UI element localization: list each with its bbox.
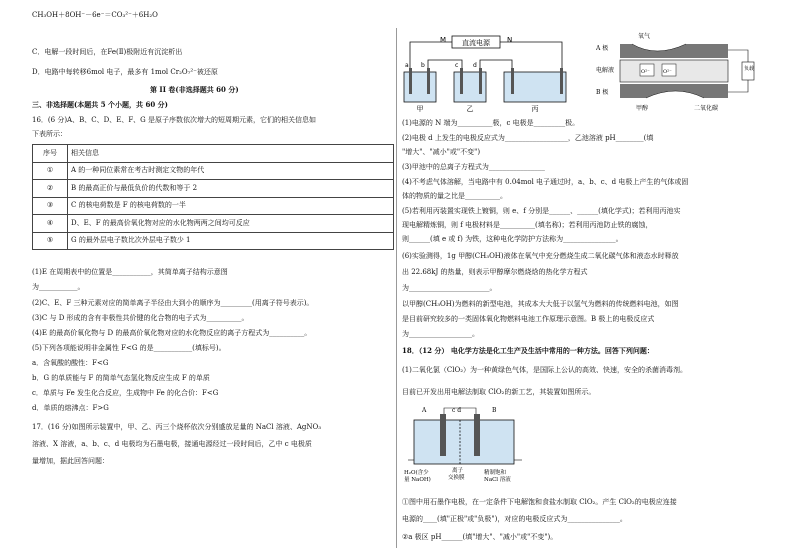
q17-part7-line2: 是目前研究较多的一类固体氧化物燃料电池工作原理示意图。B 极上的电极反应式 <box>402 315 655 323</box>
electrolysis-tank <box>414 420 514 464</box>
q16-part3: (3)C 与 D 形成的含有非极性共价键的化合物的电子式为__________。 <box>32 314 249 322</box>
electrode-b-label: b <box>421 62 425 69</box>
electrode-a-label: A 极 <box>596 45 609 52</box>
table-cell: ④ <box>33 215 68 233</box>
right-solution-label-2: NaCl 溶液 <box>484 477 511 483</box>
q16-option-b: b．G 的单质能与 F 的简单气态氢化物反应生成 F 的单质 <box>32 374 210 382</box>
terminal-m-label: M <box>440 36 447 44</box>
left-solution-label-2: 量 NaOH) <box>404 477 431 483</box>
q16-option-c: c．单质与 Fe 发生化合反应，生成物中 Fe 的化合价：F<G <box>32 389 219 397</box>
left-solution-label-1: H₂O(含少 <box>404 470 429 476</box>
table-row <box>33 197 394 215</box>
table-cell: C 的核电荷数是 F 的核电荷数的一半 <box>68 197 394 215</box>
q16-stem-line1: 16．(6 分)A、B、C、D、E、F、G 是原子序数依次增大的短周期元素，它们的相关信息如 <box>32 116 316 124</box>
q17-part6-line3: 为_______________________。 <box>402 284 497 292</box>
formula-line: CH₃OH＋8OH⁻－6e⁻＝CO₃²⁻＋6H₂O <box>32 11 158 19</box>
ion-label-2: O²⁻ <box>663 69 672 75</box>
table-row <box>33 162 394 180</box>
gas-b-label: B <box>492 407 497 414</box>
q16-part1-line1: (1)E 在周期表中的位置是___________，其简单离子结构示意图 <box>32 268 228 276</box>
methanol-label: 甲醇 <box>636 105 649 112</box>
q17-part5-line1: (5)若利用丙装置实现铁上镀铜，则 e、f 分别是______、______(填化学式)；若利用丙池实 <box>402 207 681 215</box>
q17-part7-line1: 以甲醇(CH₃OH)为燃料的新型电池，其成本大大低于以氢气为燃料的传统燃料电池，如图 <box>402 300 679 308</box>
table-row <box>33 180 394 198</box>
q17-stem-line2: 溶液、X 溶液，a、b、c、d 电极均为石墨电极，接通电源经过一段时间后，乙中 c 电极质 <box>32 440 312 448</box>
beaker-jia <box>404 72 436 102</box>
q17-part1: (1)电源的 N 端为__________极，c 电极是_________极。 <box>402 119 580 127</box>
q17-stem-line1: 17．(16 分)如图所示装置中，甲、乙、丙三个烧杯依次分别盛放足量的 NaCl 溶液、AgNO₃ <box>32 423 322 431</box>
section-heading: 三、非选择题(本题共 5 个小题，共 60 分) <box>32 100 168 109</box>
electrode-cd-labels: c d <box>452 407 462 414</box>
membrane-label-1: 离子 <box>452 468 464 474</box>
q18-part4: ②a 极区 pH______(填"增大"、"减小"或"不变")。 <box>402 533 558 541</box>
q16-part5: (5)下列各项能说明非金属性 F<G 的是___________(填标号)。 <box>32 344 226 352</box>
q17-part5-line3: 则______(填 e 或 f) 为铁，这种电化学防护方法称为_______________。 <box>402 235 623 243</box>
load-label: 负载 <box>744 66 755 72</box>
option-d: D．电路中每转移6mol 电子，最多有 1mol Cr₂O₇²⁻被还原 <box>32 68 218 76</box>
beaker-yi-label: 乙 <box>466 105 474 113</box>
q17-part2-line2: "增大"、"减小"或"不变") <box>402 148 481 156</box>
q16-option-d: d．单质的熔沸点：F>G <box>32 404 109 412</box>
table-cell: D、E、F 的最高价氧化物对应的水化物两两之间均可反应 <box>68 215 394 233</box>
electrode-a-label: a <box>405 62 409 69</box>
beaker-jia-label: 甲 <box>416 105 424 113</box>
q17-part4-line1: (4)不考虑气体溶解，当电路中有 0.04mol 电子通过时，a、b、c、d 电极上产生的气体或固 <box>402 178 689 186</box>
table-row <box>33 215 394 233</box>
q17-part2-line1: (2)电极 d 上发生的电极反应式为__________________，乙池溶液 pH________(填 <box>402 134 654 142</box>
electrode-c-label: c <box>455 62 459 69</box>
table-cell: ③ <box>33 197 68 215</box>
q18-part1: (1)二氧化氯（ClO₂）为一种黄绿色气体，是国际上公认的高效、快速，安全的杀菌消毒剂。 <box>402 366 688 374</box>
column-divider <box>396 28 397 548</box>
table-cell: A 的一种同位素常在考古时测定文物的年代 <box>68 162 394 180</box>
q16-option-a: a．含氧酸的酸性：F<G <box>32 359 109 367</box>
table-cell: ② <box>33 180 68 198</box>
q17-part6-line2: 出 22.68kJ 的热量，则表示甲醇摩尔燃烧焓的热化学方程式 <box>402 268 588 276</box>
q18-part3-line1: ①图中用石墨作电极，在一定条件下电解饱和食盐水制取 ClO₂。产生 ClO₂的电极应连接 <box>402 498 677 506</box>
table-cell: ① <box>33 162 68 180</box>
q18-title: 18．（12 分） 电化学方法是化工生产及生活中常用的一种方法。回答下列问题： <box>402 346 654 355</box>
q17-part3: (3)甲池中的总离子方程式为________________ <box>402 163 545 171</box>
ion-label-1: O²⁻ <box>641 69 650 75</box>
table-cell: B 的最高正价与最低负价的代数和等于 2 <box>68 180 394 198</box>
electrode-b-label: B 极 <box>596 89 609 96</box>
q18-part2: 目前已开发出用电解法制取 ClO₂的新工艺，其装置如图所示。 <box>402 388 596 396</box>
q16-part1-line2: 为___________。 <box>32 283 85 291</box>
clo2-electrolysis-figure <box>404 404 544 490</box>
electrolysis-cells-figure <box>402 30 572 114</box>
membrane-label-2: 交换膜 <box>448 475 465 481</box>
q17-part4-line2: 体的物质的量之比是__________。 <box>402 192 507 200</box>
table-header-row <box>33 145 394 163</box>
co2-label: 二氧化碳 <box>694 105 719 112</box>
right-solution-label-1: 精制饱和 <box>484 470 507 476</box>
q17-part6-line1: (6)实验测得，1g 甲醇(CH₃OH)液体在氧气中充分燃烧生成二氧化碳气体和液态水时释放 <box>402 252 679 260</box>
element-info-table <box>32 144 394 250</box>
beaker-bing-label: 丙 <box>531 105 539 113</box>
table-header-cell: 相关信息 <box>68 145 394 163</box>
q16-part2: (2)C、E、F 三种元素对应的简单离子半径由大到小的顺序为_________(用离子符号表示)。 <box>32 299 314 307</box>
gas-a-label: A <box>422 407 427 414</box>
q17-stem-line3: 量增加，据此回答问题： <box>32 457 109 465</box>
table-row <box>33 232 394 250</box>
table-header-cell: 序号 <box>33 145 68 163</box>
q16-part4: (4)E 的最高价氧化物与 D 的最高价氧化物对应的水化物反应的离子方程式为__________。 <box>32 329 312 337</box>
q17-part7-line3: 为__________________。 <box>402 330 479 338</box>
power-source-label: 直流电源 <box>462 39 490 47</box>
section-title: 第 II 卷(非选择题共 60 分) <box>150 85 239 94</box>
fuel-cell-figure <box>596 30 766 114</box>
q18-part3-line2: 电源的____(填"正极"或"负极")，对应的电极反应式为_______________。 <box>402 515 627 523</box>
q17-part5-line2: 现电解精炼铜，则 f 电极材料是__________(填名称)；若利用丙池防止铁的腐蚀， <box>402 221 653 229</box>
table-cell: G 的最外层电子数比次外层电子数少 1 <box>68 232 394 250</box>
q16-stem-line2: 下表所示： <box>32 130 67 138</box>
terminal-n-label: N <box>507 36 513 44</box>
oxygen-label: 氧气 <box>638 33 651 40</box>
electrode-d-label: d <box>473 62 477 69</box>
electrolyte-label: 电解液 <box>596 67 615 74</box>
table-cell: ⑤ <box>33 232 68 250</box>
option-c: C．电解一段时间后，在Fe(Ⅱ)极附近有沉淀析出 <box>32 48 183 56</box>
